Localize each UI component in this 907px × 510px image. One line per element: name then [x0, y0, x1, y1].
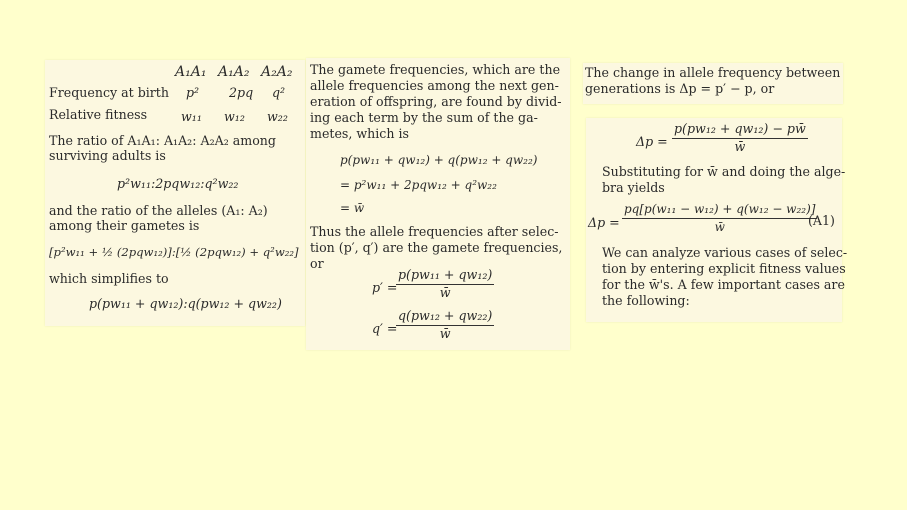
q-prime-lhs: q′ = [372, 321, 398, 336]
p-prime-numerator: p(pw₁₁ + qw₁₂) [396, 268, 494, 285]
gamete-text-l1: The gamete frequencies, which are the [310, 62, 561, 77]
gamete-text-l2: allele frequencies among the next gen- [310, 78, 559, 93]
substituting-text-l2: bra yields [602, 180, 665, 195]
analyze-text-l2: tion by entering explicit fitness values [602, 261, 846, 276]
row-fitness-v2: w₁₂ [224, 109, 245, 124]
p-prime-denominator: w̄ [439, 284, 451, 300]
change-text-l2: generations is Δp = p′ − p, or [585, 81, 775, 96]
delta-p-lhs: Δp = [636, 134, 668, 149]
gamete-text-l4: ing each term by the sum of the ga- [310, 110, 538, 125]
header-a2a2: A₂A₂ [261, 64, 293, 80]
delta-p-a1-denominator: w̄ [714, 219, 725, 234]
gamete-text-l5: metes, which is [310, 126, 409, 141]
row-frequency-v3: q² [272, 85, 286, 100]
delta-p-a1-lhs: Δp = [588, 215, 620, 230]
gamete-ratio-equation: [p²w₁₁ + ½ (2pqw₁₂)]:[½ (2pqw₁₂) + q²w₂₂] [49, 245, 299, 259]
delta-p-a1-numerator: pq[p(w₁₁ − w₁₂) + q(w₁₂ − w₂₂)] [622, 202, 817, 219]
simplifies-text: which simplifies to [49, 271, 169, 286]
equation-tag-a1: (A1) [808, 213, 835, 228]
change-text-l1: The change in allele frequency between [585, 65, 841, 80]
p-prime-fraction [396, 268, 494, 300]
row-fitness-v1: w₁₁ [181, 109, 202, 124]
gamete-frequency-panel [306, 58, 570, 350]
analyze-text-l4: the following: [602, 293, 690, 308]
change-allele-panel [583, 63, 843, 104]
ratio-text-line1: The ratio of A₁A₁: A₁A₂: A₂A₂ among [49, 133, 276, 148]
q-prime-denominator: w̄ [439, 325, 451, 341]
sum-equation-line1: p(pw₁₁ + qw₁₂) + q(pw₁₂ + qw₂₂) [340, 153, 538, 167]
selection-text-l3: or [310, 256, 324, 271]
analyze-text-l3: for the w̄'s. A few important cases are [602, 277, 845, 292]
p-prime-lhs: p′ = [372, 280, 398, 295]
delta-p-numerator: p(pw₁₂ + qw₁₂) − pw̄ [672, 122, 808, 139]
delta-p-panel [586, 118, 848, 322]
header-a1a2: A₁A₂ [218, 64, 250, 80]
delta-p-denominator: w̄ [734, 138, 746, 154]
sum-equation-line2: = p²w₁₁ + 2pqw₁₂ + q²w₂₂ [340, 178, 497, 192]
genotype-table-panel [45, 60, 305, 326]
row-fitness-v3: w₂₂ [267, 109, 288, 124]
ratio-text-line2: surviving adults is [49, 148, 166, 163]
delta-p-fraction [672, 122, 808, 154]
row-frequency-v1: p² [186, 85, 200, 100]
header-a1a1: A₁A₁ [175, 64, 207, 80]
selection-text-l2: tion (p′, q′) are the gamete frequencies, [310, 240, 563, 255]
q-prime-numerator: q(pw₁₂ + qw₂₂) [396, 309, 494, 326]
row-frequency-label: Frequency at birth [49, 85, 169, 100]
delta-p-a1-fraction [622, 202, 817, 234]
allele-ratio-line2: among their gametes is [49, 218, 200, 233]
row-fitness-label: Relative fitness [49, 107, 148, 122]
analyze-text-l1: We can analyze various cases of selec- [602, 245, 848, 260]
q-prime-fraction [396, 309, 494, 341]
sum-equation-line3: = w̄ [340, 201, 365, 215]
substituting-text-l1: Substituting for w̄ and doing the alge- [602, 164, 846, 179]
gamete-text-l3: eration of offspring, are found by divid- [310, 94, 562, 109]
simplified-ratio-equation: p(pw₁₁ + qw₁₂):q(pw₁₂ + qw₂₂) [89, 296, 282, 311]
selection-text-l1: Thus the allele frequencies after selec- [310, 224, 559, 239]
row-frequency-v2: 2pq [229, 85, 254, 100]
allele-ratio-line1: and the ratio of the alleles (A₁: A₂) [49, 203, 268, 218]
genotype-ratio-equation: p²w₁₁:2pqw₁₂:q²w₂₂ [117, 176, 239, 191]
